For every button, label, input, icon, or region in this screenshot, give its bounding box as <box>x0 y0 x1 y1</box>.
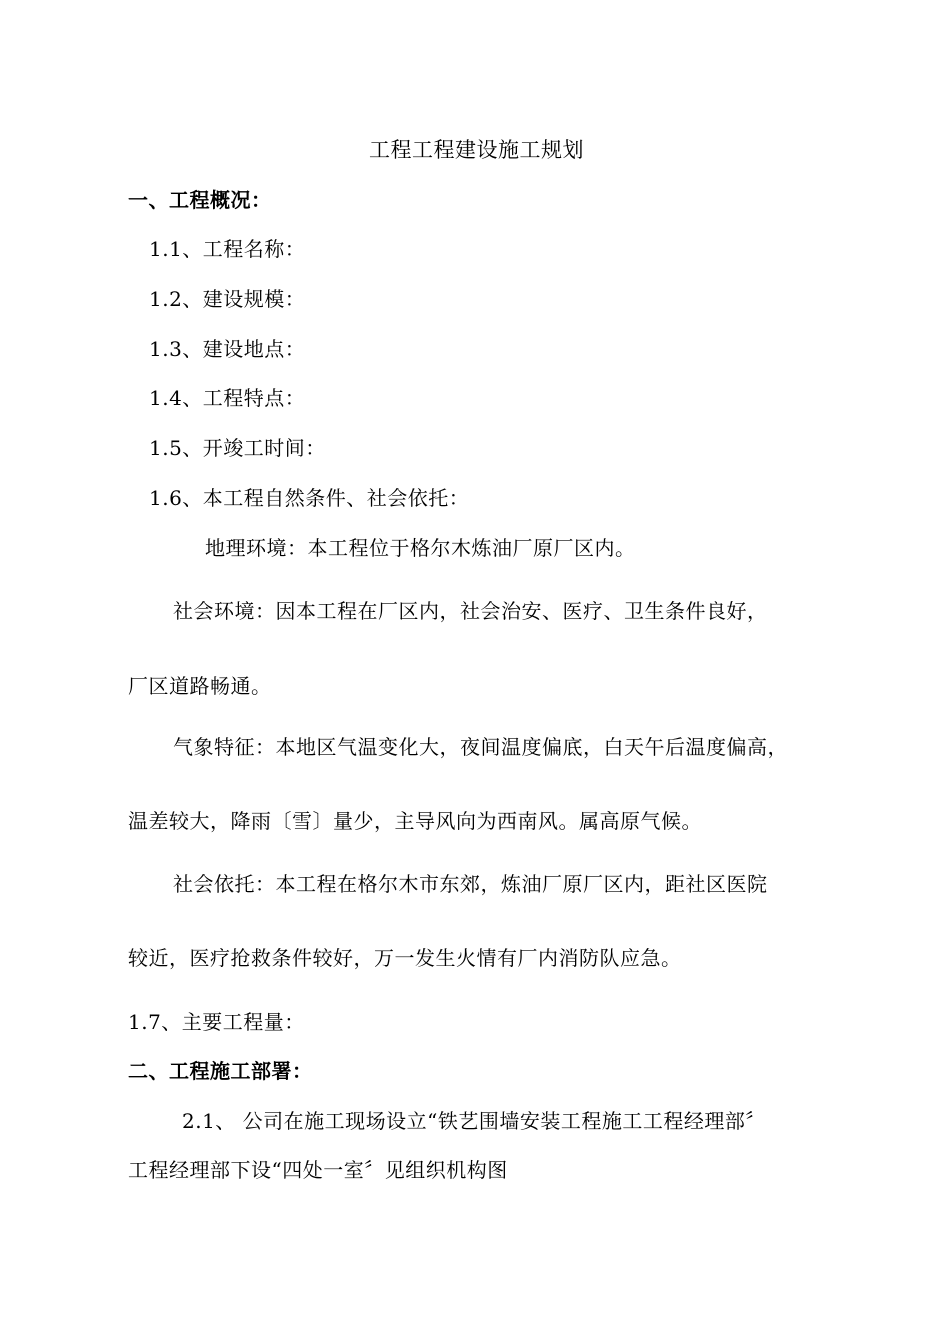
section-2-1-line-1: 2.1、 公司在施工现场设立“铁艺围墙安装工程施工工程经理部〞 <box>182 1109 766 1133</box>
geography-text: 地理环境：本工程位于格尔木炼油厂原厂区内。 <box>205 536 636 560</box>
document-title: 工程工程建设施工规划 <box>369 138 584 162</box>
social-support-line-2: 较近，医疗抢救条件较好，万一发生火情有厂内消防队应急。 <box>128 946 682 970</box>
item-1-7: 1.7、主要工程量： <box>128 1010 305 1034</box>
item-1-3: 1.3、建设地点： <box>149 337 306 361</box>
section-2-heading: 二、工程施工部署： <box>128 1059 313 1083</box>
item-1-5: 1.5、开竣工时间： <box>149 436 326 460</box>
climate-line-2: 温差较大，降雨〔雪〕量少，主导风向为西南风。属高原气候。 <box>128 809 702 833</box>
item-1-4: 1.4、工程特点： <box>149 386 306 410</box>
section-2-1-line-2: 工程经理部下设“四处一室〞见组织机构图 <box>128 1158 508 1182</box>
item-1-2: 1.2、建设规模： <box>149 287 306 311</box>
social-environment-line-1: 社会环境：因本工程在厂区内，社会治安、医疗、卫生条件良好， <box>173 599 768 623</box>
section-1-heading: 一、工程概况： <box>128 188 272 212</box>
climate-line-1: 气象特征：本地区气温变化大，夜间温度偏底，白天午后温度偏高， <box>173 735 788 759</box>
social-support-line-1: 社会依托：本工程在格尔木市东郊，炼油厂原厂区内，距社区医院 <box>173 872 768 896</box>
social-environment-line-2: 厂区道路畅通。 <box>128 674 272 698</box>
item-1-1: 1.1、工程名称： <box>149 237 306 261</box>
item-1-6: 1.6、本工程自然条件、社会依托： <box>149 486 470 510</box>
